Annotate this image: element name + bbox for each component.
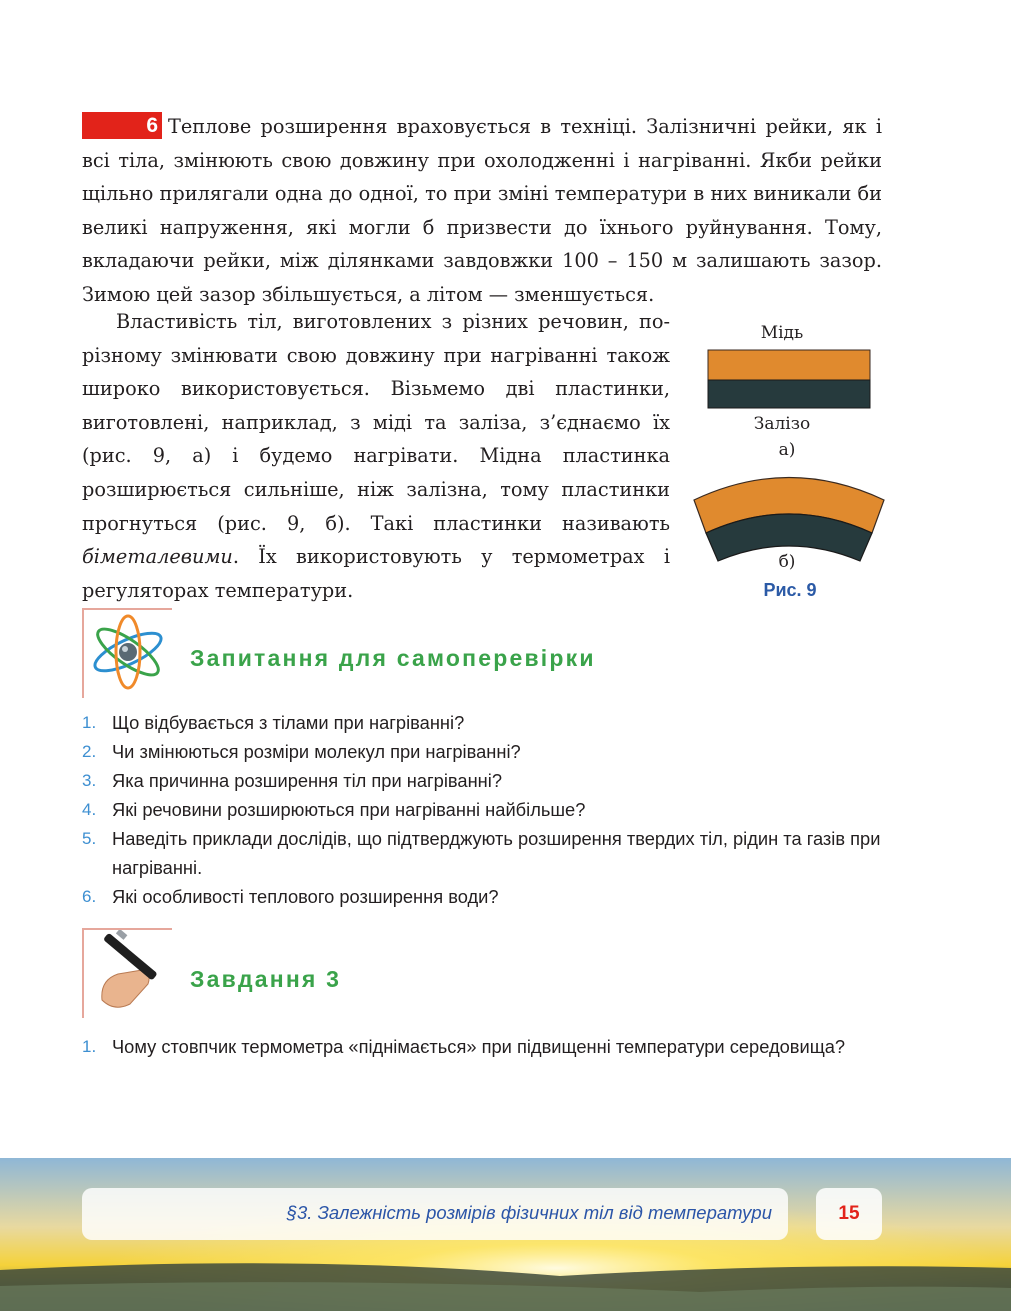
list-item	[82, 1032, 882, 1061]
paragraph-6	[82, 110, 882, 312]
list-item	[82, 795, 882, 824]
task-number: 1.	[82, 1037, 97, 1056]
atom-icon	[82, 608, 172, 698]
self-check-title: Запитання для самоперевірки	[190, 645, 596, 671]
task-text: Чому стовпчик термометра «піднімається» при підвищенні температури середовища?	[112, 1036, 846, 1057]
paragraph-bimetal	[82, 305, 670, 607]
bimetal-term: біметалевими	[82, 545, 233, 569]
footer	[0, 1158, 1011, 1311]
question-text: Що відбувається з тілами при нагріванні?	[112, 712, 465, 733]
list-item	[82, 766, 882, 795]
footer-section-title: §3. Залежність розмірів фізичних тіл від температури	[286, 1202, 772, 1223]
figure-9	[680, 315, 900, 605]
copper-strip-flat	[708, 350, 870, 380]
question-text: Наведіть приклади дослідів, що підтверджують розширення твердих тіл, рідин та газів при нагріванні.	[112, 828, 881, 878]
list-item	[82, 708, 882, 737]
list-item	[82, 824, 882, 882]
task-items	[82, 1032, 882, 1061]
label-iron: Залізо	[753, 414, 811, 434]
question-number: 1.	[82, 713, 97, 732]
figure-caption: Рис. 9	[763, 580, 817, 600]
paragraph-6-text: Теплове розширення враховується в техніці. Залізничні рейки, як і всі тіла, змінюють свою довжину при охолодженні і нагріванні. Якби рейки щільно прилягали одна до одної, то при зміні температури в них виникали би великі напруження, які могли б призвести до їхнього руйнування. Тому, вкладаючи рейки, між ділянками завдовжки 100 – 150 м залишають зазор. Зимою цей зазор збільшується, а літом — зменшується.	[82, 115, 882, 306]
question-number: 4.	[82, 800, 97, 819]
question-text: Які речовини розширюються при нагріванні найбільше?	[112, 799, 586, 820]
label-b: б)	[778, 552, 796, 572]
question-text: Яка причинна розширення тіл при нагріванні?	[112, 770, 502, 791]
self-check-questions	[82, 708, 882, 911]
question-text: Які особливості теплового розширення води?	[112, 886, 499, 907]
list-item	[82, 737, 882, 766]
pen-in-hand-icon	[82, 928, 172, 1018]
list-item	[82, 882, 882, 911]
bimetal-text-before: Властивість тіл, виготовлених з різних речовин, по-різному змінювати свою довжину при нагріванні також широко використовується. Візьмемо дві пластинки, виготовлені, наприклад, з міді та заліза, з’єднаємо їх (рис. 9, а) і будемо нагрівати. Мідна пластинка розширюється сильніше, ніж залізна, тому пластинки прогнуться (рис. 9, б). Такі пластинки називають	[82, 310, 670, 535]
question-number: 6.	[82, 887, 97, 906]
question-number: 5.	[82, 829, 97, 848]
question-number: 2.	[82, 742, 97, 761]
question-number: 3.	[82, 771, 97, 790]
label-copper: Мідь	[760, 323, 804, 343]
footer-section-bar	[82, 1188, 788, 1240]
bimetal-text-after: . Їх використовують у термометрах і регуляторах температури.	[82, 545, 670, 602]
task-title: Завдання 3	[190, 966, 342, 992]
label-a: а)	[778, 440, 796, 460]
paragraph-number-badge: 6	[82, 112, 162, 139]
question-text: Чи змінюються розміри молекул при нагріванні?	[112, 741, 521, 762]
iron-strip-flat	[708, 380, 870, 408]
page-number: 15	[816, 1188, 882, 1240]
